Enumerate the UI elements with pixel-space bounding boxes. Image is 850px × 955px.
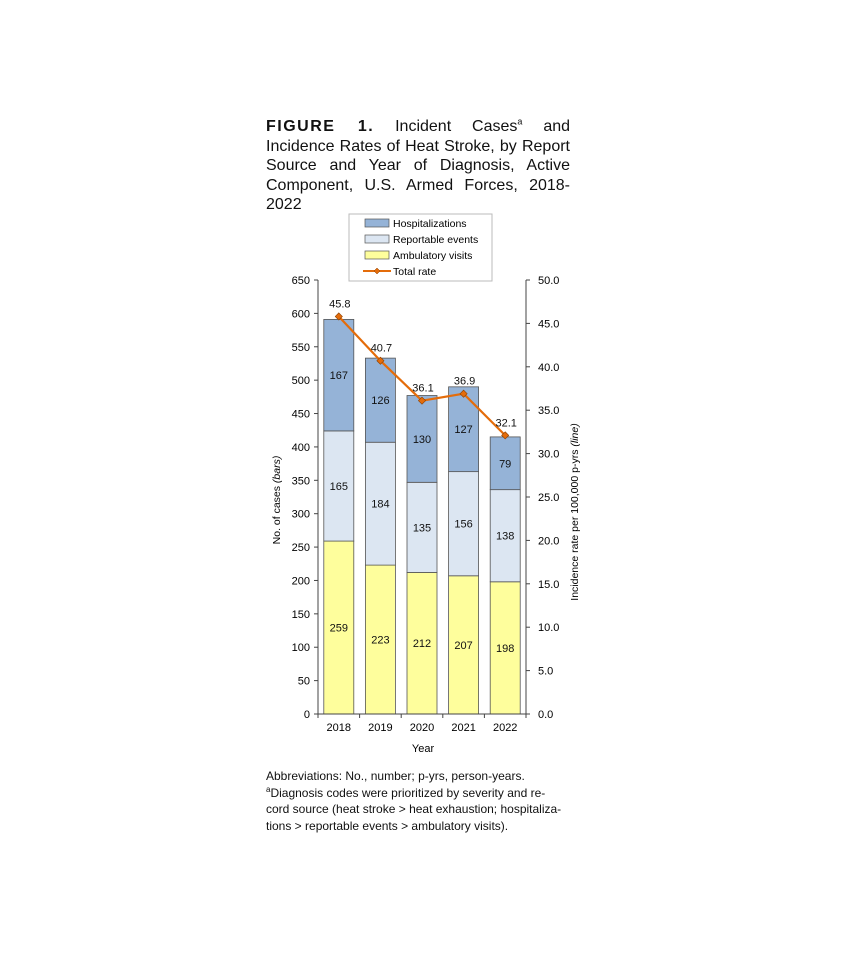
y2-tick-label-40.0: 40.0 xyxy=(538,361,560,374)
y2-tick-label-50.0: 50.0 xyxy=(538,275,560,287)
data-label-hospitalizations-2022: 79 xyxy=(499,458,512,471)
y2-axis-title-text: Incidence rate per 100,000 p-yrs xyxy=(569,449,581,601)
x-tick-label-2019: 2019 xyxy=(368,722,393,734)
rate-label-2019: 40.7 xyxy=(370,342,393,355)
x-axis-title: Year xyxy=(411,743,435,755)
y2-tick-label-25.0: 25.0 xyxy=(538,492,560,504)
rate-label-2018: 45.8 xyxy=(329,298,351,311)
figure-label: FIGURE 1. xyxy=(266,118,375,135)
legend-label-ambulatory-visits: Ambulatory visits xyxy=(393,250,473,262)
x-tick-label-2022: 2022 xyxy=(492,722,518,734)
y-tick-label-200: 200 xyxy=(291,575,310,588)
legend-swatch-ambulatory-visits xyxy=(365,251,389,259)
rate-label-2020: 36.1 xyxy=(412,382,434,395)
x-tick-label-2018: 2018 xyxy=(326,722,352,734)
y-axis-title-text: No. of cases xyxy=(271,485,283,545)
data-label-reportable-events-2022: 138 xyxy=(496,530,515,543)
legend-label-reportable-events: Reportable events xyxy=(393,234,479,246)
data-label-ambulatory-visits-2020: 212 xyxy=(412,638,432,651)
footnote-marker: a xyxy=(266,784,271,794)
y2-axis-title xyxy=(569,423,581,600)
data-label-reportable-events-2019: 184 xyxy=(371,498,390,511)
y-tick-label-300: 300 xyxy=(291,508,310,521)
y-tick-label-400: 400 xyxy=(291,441,310,454)
figure-title-text-1: Incident Cases xyxy=(374,118,518,135)
legend-label-hospitalizations: Hospitalizations xyxy=(393,218,467,230)
y2-tick-label-0.0: 0.0 xyxy=(538,709,554,721)
data-label-ambulatory-visits-2019: 223 xyxy=(371,634,390,647)
rate-label-2021: 36.9 xyxy=(453,375,476,388)
y-tick-label-0: 0 xyxy=(303,709,310,721)
data-label-ambulatory-visits-2021: 207 xyxy=(454,639,473,652)
data-label-reportable-events-2020: 135 xyxy=(412,522,432,535)
diagnosis-note xyxy=(266,785,576,802)
abbreviations-note: Abbreviations: No., number; p-yrs, person-years. xyxy=(266,769,525,783)
data-label-hospitalizations-2019: 126 xyxy=(371,395,390,408)
x-tick-label-2020: 2020 xyxy=(409,722,435,734)
y-tick-label-450: 450 xyxy=(291,408,310,421)
y-tick-label-500: 500 xyxy=(291,375,310,388)
data-label-ambulatory-visits-2022: 198 xyxy=(496,642,515,655)
bars-layer xyxy=(324,319,520,714)
y-tick-label-150: 150 xyxy=(291,608,310,621)
legend xyxy=(349,214,492,281)
data-label-hospitalizations-2018: 167 xyxy=(329,370,348,383)
y2-tick-label-35.0: 35.0 xyxy=(538,405,560,418)
data-label-reportable-events-2021: 156 xyxy=(454,518,473,531)
y2-tick-label-15.0: 15.0 xyxy=(538,578,560,591)
y-tick-label-650: 650 xyxy=(291,275,310,287)
y2-tick-label-45.0: 45.0 xyxy=(538,318,560,331)
legend-label-total-rate: Total rate xyxy=(393,266,437,278)
y2-tick-label-30.0: 30.0 xyxy=(538,448,560,461)
y-tick-label-350: 350 xyxy=(291,475,310,488)
y2-tick-label-20.0: 20.0 xyxy=(538,535,560,548)
y-tick-label-50: 50 xyxy=(297,675,310,688)
x-tick-label-2021: 2021 xyxy=(451,722,476,734)
figure-title-footnote-marker: a xyxy=(517,116,523,127)
data-label-hospitalizations-2020: 130 xyxy=(412,433,432,446)
y-tick-label-100: 100 xyxy=(291,642,310,655)
data-label-reportable-events-2018: 165 xyxy=(329,480,348,493)
y-tick-label-550: 550 xyxy=(291,341,310,354)
diagnosis-note-line-1: Diagnosis codes were prioritized by severity and re- xyxy=(270,785,546,800)
rate-label-2022: 32.1 xyxy=(495,417,517,430)
y2-axis-title-suffix: (line) xyxy=(569,423,581,447)
legend-swatch-reportable-events xyxy=(365,235,389,243)
data-label-hospitalizations-2021: 127 xyxy=(454,424,473,437)
y2-tick-label-5.0: 5.0 xyxy=(538,665,554,678)
y-axis-title xyxy=(271,456,283,545)
diagnosis-note-line-2: cord source (heat stroke > heat exhaustion; hospitaliza- xyxy=(266,802,562,816)
legend-swatch-hospitalizations xyxy=(365,219,389,227)
y-tick-label-250: 250 xyxy=(291,542,310,555)
figure-title-text-2: and Incidence Rates of Heat Stroke, by Report Source and Year of Diagnosis, Active Component, U.S. Armed Forces, 2018-2022 xyxy=(266,118,571,213)
y2-tick-label-10.0: 10.0 xyxy=(538,622,560,635)
diagnosis-note-line-3: tions > reportable events > ambulatory visits). xyxy=(266,818,509,833)
y-axis-title-suffix: (bars) xyxy=(271,455,283,484)
data-label-ambulatory-visits-2018: 259 xyxy=(329,622,348,635)
y-tick-label-600: 600 xyxy=(291,308,310,321)
footnotes xyxy=(266,768,576,834)
